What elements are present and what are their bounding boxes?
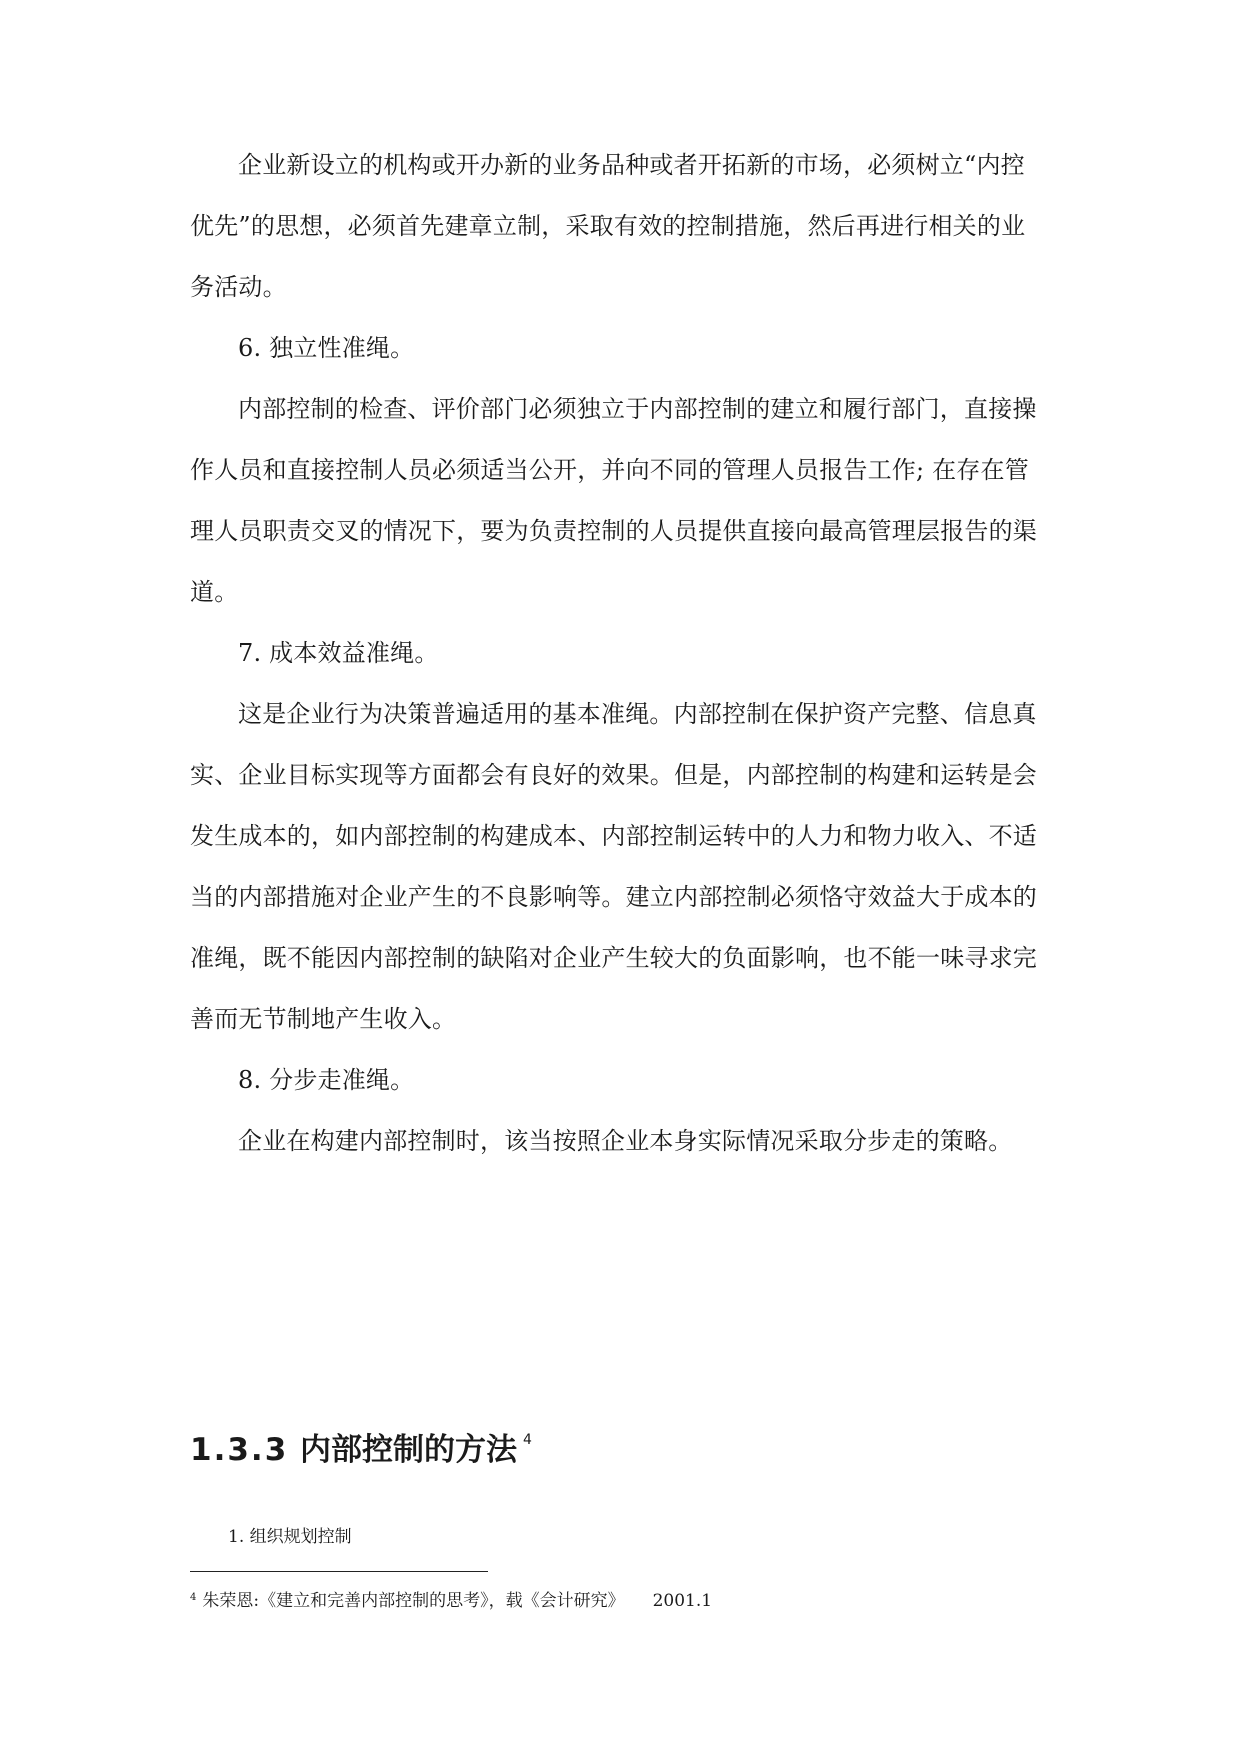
paragraph-line: 这是企业行为决策普遍适用的基本准绳。内部控制在保护资产完整、信息真	[238, 700, 1037, 728]
paragraph-line: 发生成本的，如内部控制的构建成本、内部控制运转中的人力和物力收入、不适	[190, 822, 1037, 850]
paragraph-line: 务活动。	[190, 273, 287, 301]
section-heading	[190, 1420, 532, 1470]
paragraph-line: 企业新设立的机构或开办新的业务品种或者开拓新的市场，必须树立“内控	[238, 151, 1025, 179]
footnote-text: 朱荣恩:《建立和完善内部控制的思考》，载《会计研究》	[202, 1591, 625, 1611]
paragraph-line: 实、企业目标实现等方面都会有良好的效果。但是，内部控制的构建和运转是会	[190, 761, 1037, 789]
section-number: 1.3.3	[190, 1432, 289, 1468]
list-item-heading: 7. 成本效益准绳。	[238, 639, 439, 667]
sub-list-item: 1. 组织规划控制	[228, 1527, 352, 1547]
footnote-reference[interactable]: 4	[523, 1432, 532, 1448]
paragraph-line: 内部控制的检查、评价部门必须独立于内部控制的建立和履行部门，直接操	[238, 395, 1037, 423]
list-item-heading: 6. 独立性准绳。	[238, 334, 415, 362]
paragraph-line: 作人员和直接控制人员必须适当公开，并向不同的管理人员报告工作; 在存在管	[190, 456, 1029, 484]
paragraph-line: 企业在构建内部控制时，该当按照企业本身实际情况采取分步走的策略。	[238, 1127, 1013, 1155]
paragraph-line: 准绳，既不能因内部控制的缺陷对企业产生较大的负面影响，也不能一味寻求完	[190, 944, 1037, 972]
section-title: 内部控制的方法	[300, 1432, 517, 1468]
paragraph-line: 道。	[190, 578, 239, 606]
footnote	[190, 1587, 712, 1612]
footnote-divider	[190, 1571, 488, 1572]
list-item-heading: 8. 分步走准绳。	[238, 1066, 415, 1094]
paragraph-line: 理人员职责交叉的情况下，要为负责控制的人员提供直接向最高管理层报告的渠	[190, 517, 1037, 545]
paragraph-line: 优先”的思想，必须首先建章立制，采取有效的控制措施，然后再进行相关的业	[190, 212, 1026, 240]
paragraph-line: 当的内部措施对企业产生的不良影响等。建立内部控制必须恪守效益大于成本的	[190, 883, 1037, 911]
footnote-year: 2001.1	[652, 1591, 713, 1611]
footnote-marker: 4	[190, 1592, 197, 1603]
paragraph-line: 善而无节制地产生收入。	[190, 1005, 457, 1033]
